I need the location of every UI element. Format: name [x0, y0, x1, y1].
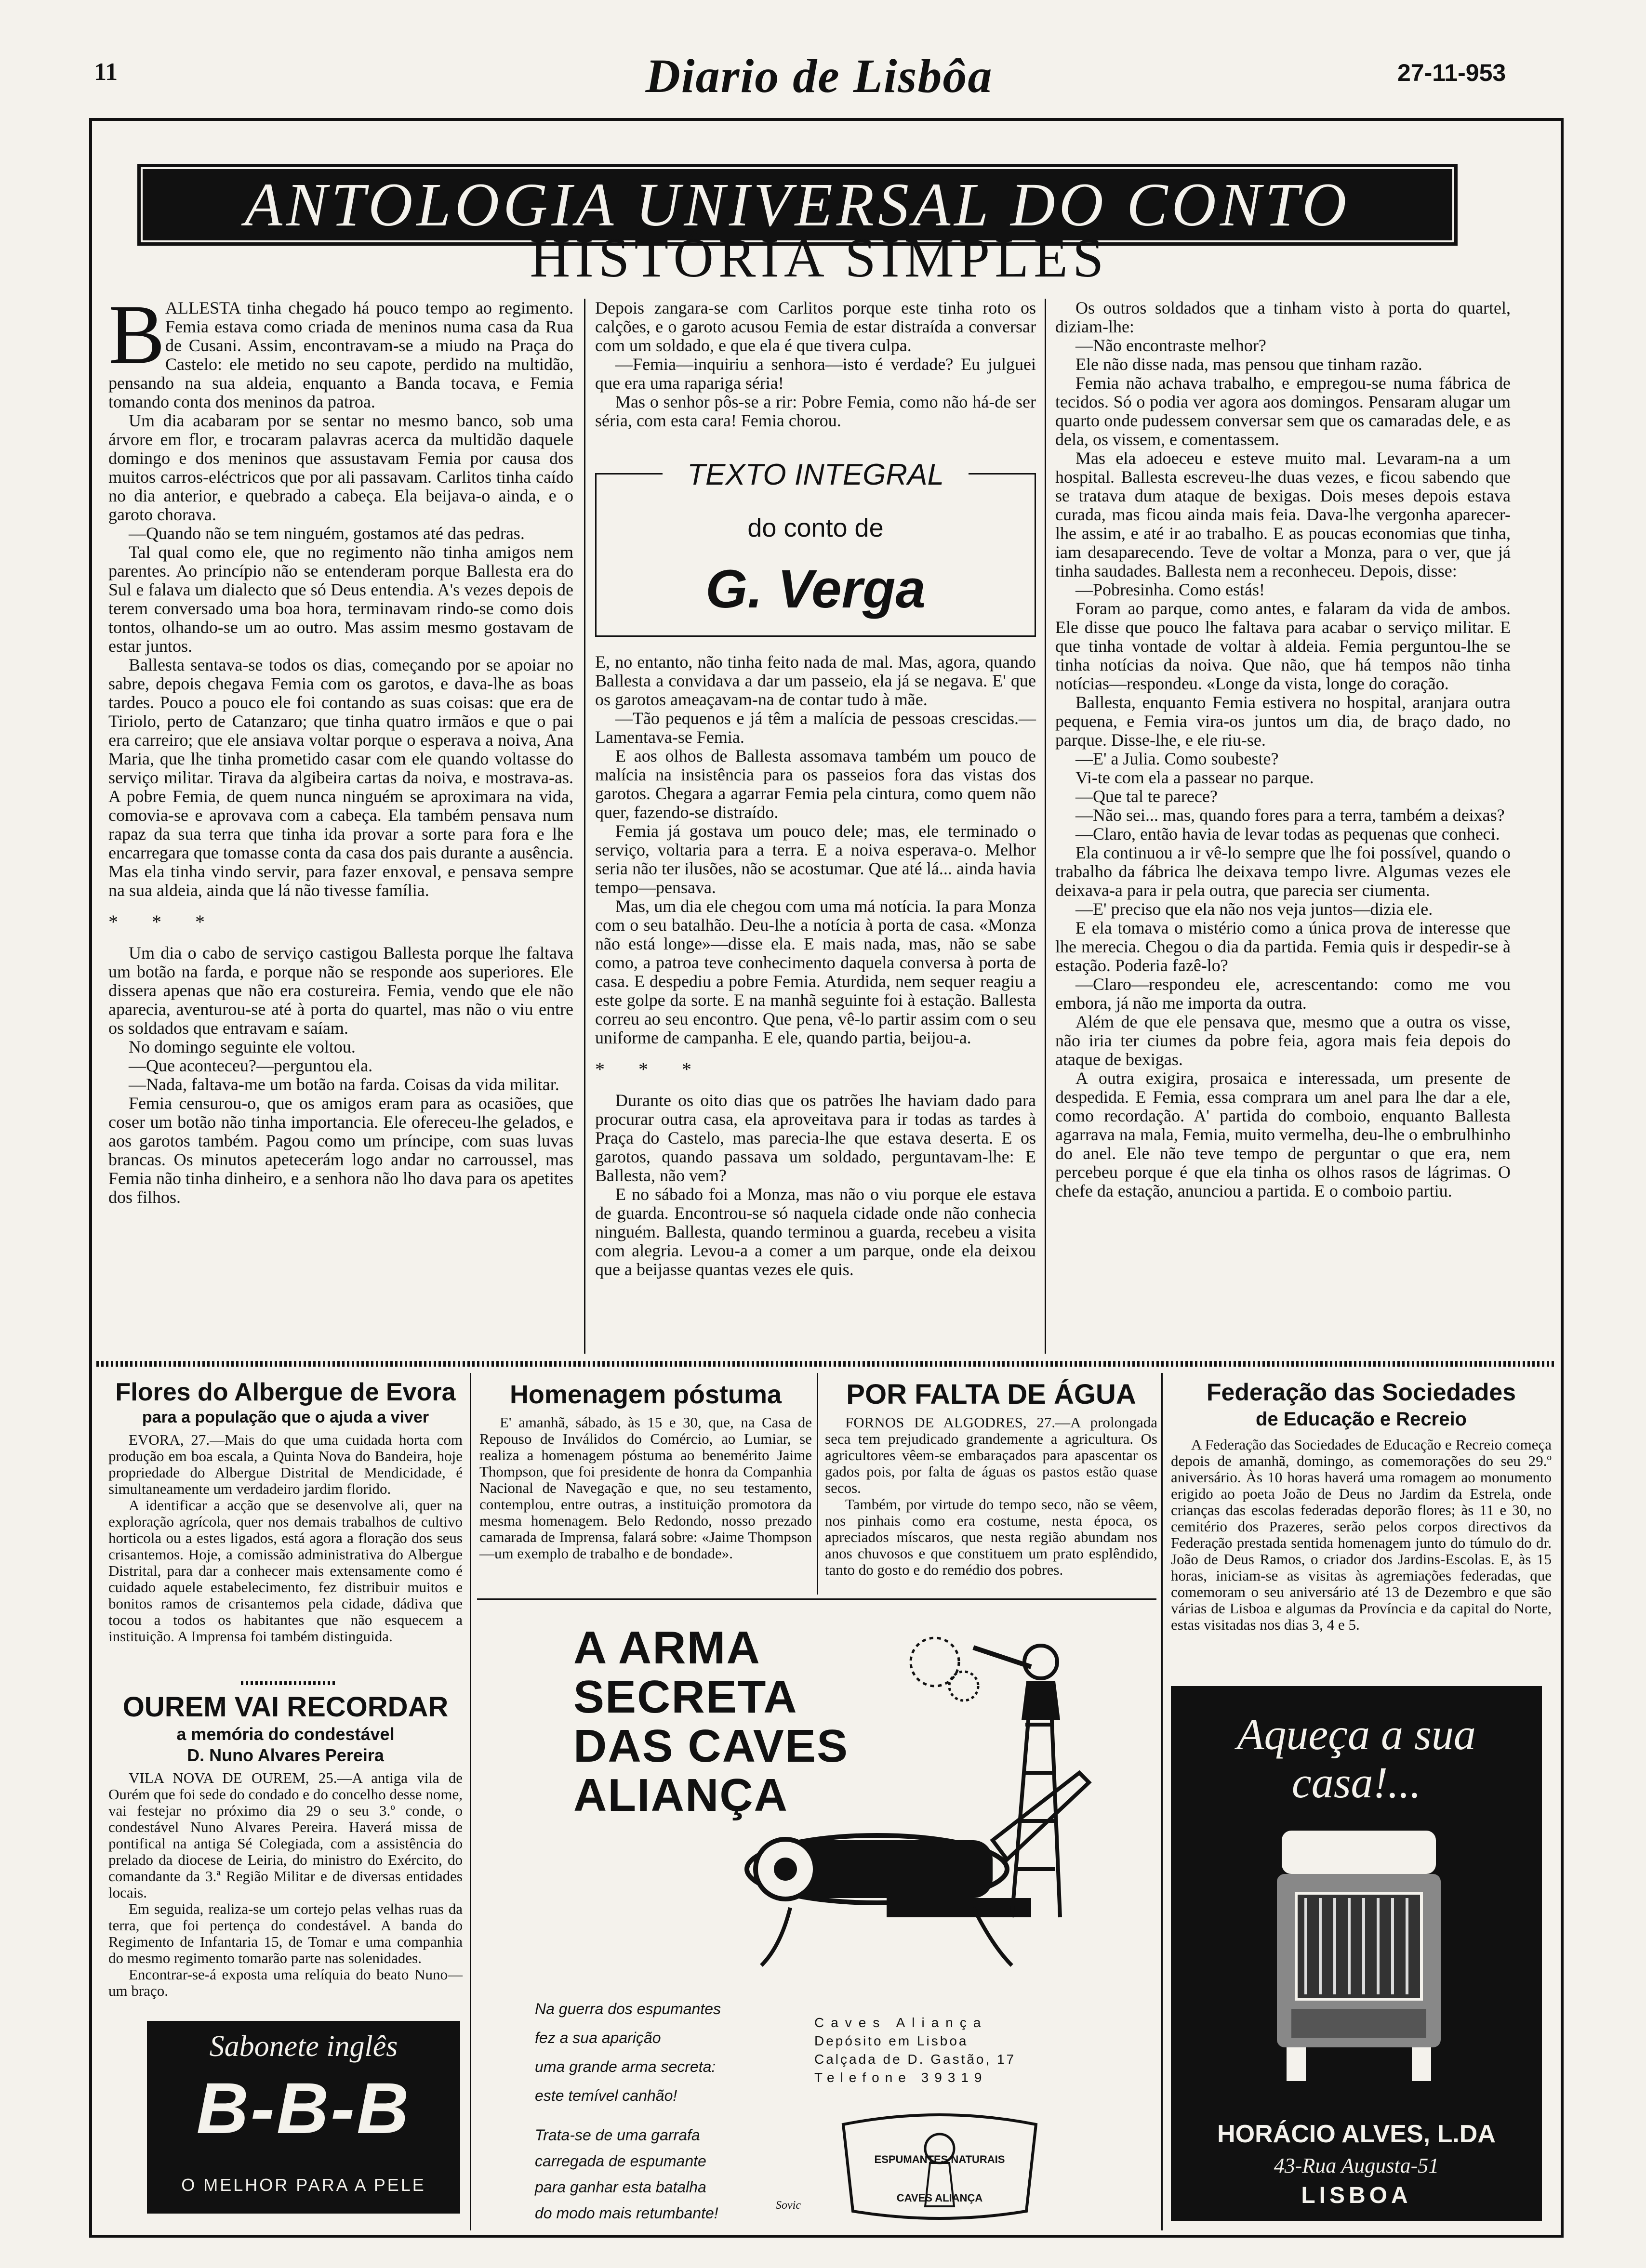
paragraph: —Claro, então havia de levar todas as pequenas que conheci. — [1075, 824, 1500, 844]
paragraph: —Não encontraste melhor? — [1075, 336, 1266, 355]
paragraph: Mas ela adoeceu e esteve muito mal. Levaram-na a um hospital. Ballesta escreveu-lhe duas vezes, e ficou sabendo que se tratava dum ataque de bexigas. Dois meses depois estava curada, mas ficou ainda mais feia. Dava-lhe vergonha aparecer-lhe assim, e até ir ao trabalho. E as poucas economias que tinha, iam desaparecendo. Teve de voltar a Monza, para o ver, que já tinha saudades. Ballesta nem a reconheceu. Depois, disse: — [1055, 448, 1511, 580]
heater-city: LISBOA — [1301, 2183, 1412, 2208]
paragraph: Foram ao parque, como antes, e falaram da vida de ambos. Ele disse que pouco lhe faltava para acabar o serviço militar. E que tinha vontade de voltar à aldeia. Femia perguntou-lhe se tinha notícias da noiva. Que não, que há tempos não tinha notícias—respondeu. «Longe da vista, longe do coração. — [1055, 599, 1511, 693]
paragraph: —Não sei... mas, quando fores para a terra, também a deixas? — [1075, 805, 1505, 825]
paragraph: —Que tal te parece? — [1075, 787, 1218, 806]
paragraph: Durante os oito dias que os patrões lhe haviam dado para procurar outra casa, ela aproveitava para ir todas as tardes à Praça do Castelo, mas parecia-lhe que estava deserta. E os garotos, quando passava um soldado, perguntavam-lhe: E Ballesta, não vem? — [595, 1091, 1036, 1185]
paragraph: FORNOS DE ALGODRES, 27.—A prolongada seca tem prejudicado grandemente a agricultura. Os agricultores vêem-se embaraçados para apascentar os gados pois, por falta de águas os pastos estão quase secos. — [825, 1414, 1157, 1496]
column-divider — [584, 299, 585, 1354]
story-title: HISTÓRIA SIMPLES — [530, 227, 1109, 289]
author-boxout — [595, 453, 1036, 646]
section-separator — [96, 1361, 1556, 1367]
ad-headline-line: SECRETA — [573, 1671, 798, 1723]
paragraph: Ela continuou a ir vê-lo sempre que lhe foi possível, quando o trabalho da fábrica lhe deixava tempo livre. Algumas vezes ele deixava-a para ir pela outra, que parecia ser ciumenta. — [1055, 843, 1511, 900]
address-line: Caves Aliança — [814, 2015, 988, 2030]
article-title: Homenagem póstuma — [509, 1380, 782, 1409]
paragraph: A identificar a acção que se desenvolve ali, quer na exploração agrícola, quer nos demais trabalhos de cultivo horticola ou a estes ligados, está agora a floração dos seus crisantemos. Hoje, a comissão administrativa do Albergue Distrital, para dar a conhecer mais extensamente como é cuidado aquele estabelecimento, fez distribuir muitos e bonitos ramos de crisantemos pela cidade, dádiva que tocou a todos os habitantes que não esquecem a instituição. A Imprensa foi também distinguida. — [108, 1497, 463, 1645]
caves-advertisement — [482, 1609, 1156, 2226]
soap-tagline: O MELHOR PARA A PELE — [181, 2175, 426, 2195]
soap-brand: B-B-B — [196, 2068, 411, 2149]
paragraph: —Femia—inquiriu a senhora—isto é verdade? Eu julguei que era uma rapariga séria! — [595, 355, 1036, 393]
story-column-3 — [1055, 299, 1511, 1200]
article-title: Federação das Sociedades — [1207, 1379, 1516, 1406]
cannon-illustration — [723, 1619, 1132, 1985]
ad-copy-line: este temível canhão! — [535, 2087, 677, 2104]
paragraph: Tal qual como ele, que no regimento não tinha amigos nem parentes. Ao princípio não se entenderam porque Ballesta era do Sul e falava um dialecto que só Deus entendia. A's vezes depois de terem conversado uma boa hora, terminavam rindo-se como dois tontos, olhando-se um ao outro. Mas assim mesmo gostavam de estar juntos. — [108, 542, 573, 656]
story-column-2-bottom — [595, 653, 1036, 1279]
heater-illustration — [1262, 1821, 1455, 2091]
article-title: Flores do Albergue de Evora — [115, 1378, 456, 1406]
paragraph: VILA NOVA DE OUREM, 25.—A antiga vila de Ourém que foi sede do condado e do concelho desse nome, vai festejar no próximo dia 29 o seu 3.º conde, o condestável Nuno Alvares Pereira. Haverá missa de pontifical na antiga Sé Colegiada, com a assistência do prelado da diocese de Leiria, do ministro do Exército, do comandante da 3.ª Região Militar e de diversas entidades locais. — [108, 1769, 463, 1901]
article-subtitle: D. Nuno Alvares Pereira — [187, 1745, 384, 1765]
page-date: 27-11-953 — [1397, 59, 1506, 86]
ad-headline-line: A ARMA — [573, 1622, 761, 1674]
ad-copy — [535, 1994, 721, 2110]
article-title: OUREM VAI RECORDAR — [122, 1691, 449, 1723]
address-line: Calçada de D. Gastão, 17 — [814, 2052, 1016, 2067]
ad-copy-line: uma grande arma secreta: — [535, 2058, 716, 2075]
paragraph: EVORA, 27.—Mais do que uma cuidada horta com produção em boa escala, a Quinta Nova do Bandeira, hoje propriedade do Albergue Distrital de Mendicidade, é simultaneamente um verdadeiro jardim florido. — [108, 1431, 463, 1497]
drop-cap: B — [108, 288, 165, 382]
story-column-2-top — [595, 299, 1036, 430]
page-number: 11 — [94, 58, 118, 86]
artist-signature: Sovic — [776, 2199, 801, 2212]
paragraph: E' amanhã, sábado, às 15 e 30, que, na Casa de Repouso de Inválidos do Comércio, ao Lumiar, se realiza a homenagem póstuma ao benemérito Jaime Thompson, que foi presidente de honra da Companhia Nacional de Navegação e que, no seu testamento, contemplou, entre outras, a instituição promotora da mesma homenagem. Belo Redondo, nosso prezado camarada de Imprensa, falará sobre: «Jaime Thompson—um exemplo de trabalho e de bondade». — [479, 1414, 812, 1562]
section-break: * * * — [108, 911, 219, 933]
paragraph: —Claro—respondeu ele, acrescentando: como me vou embora, já não me importa da outra. — [1055, 975, 1511, 1013]
paragraph: A outra exigira, prosaica e interessada, um presente de despedida. E Femia, essa comprara um anel para lhe dar a ele, como recordação. A' partida do comboio, enquanto Ballesta agarrava na mala, Femia, muito vermelha, deu-lhe o embrulhinho do anel. Ele não teve tempo de perguntar o que era, nem percebeu porque é que ela tinha os olhos rasos de lágrimas. O chefe da estação, anunciou a partida. E o comboio partiu. — [1055, 1068, 1511, 1200]
section-rule — [477, 1598, 1156, 1600]
homenagem-article — [479, 1378, 812, 1562]
paragraph: —E' preciso que ela não nos veja juntos—dizia ele. — [1075, 899, 1433, 919]
paragraph: Femia não achava trabalho, e empregou-se numa fábrica de tecidos. Só o podia ver agora aos domingos. Pensaram alugar um quarto onde pudessem conversar sem que os camaradas dele, e as dela, os vissem, e comentassem. — [1055, 373, 1511, 449]
article-title: de Educação e Recreio — [1256, 1409, 1467, 1430]
paragraph: Depois zangara-se com Carlitos porque este tinha roto os calções, e o garoto acusou Femia de estar distraída a conversar com um soldado, e que ela é que tivera culpa. — [595, 298, 1036, 355]
paragraph: E ela tomava o mistério como a única prova de interesse que lhe merecia. Chegou o dia da partida. Femia quis ir despedir-se à estação. Poderia fazê-lo? — [1055, 918, 1511, 975]
paragraph: ALLESTA tinha chegado há pouco tempo ao regimento. Femia estava como criada de meninos numa casa da Rua de Cusani. Assim, encontravam-se a miudo na Praça do Castelo: ele metido no seu capote, perdido na multidão, pensando na sua aldeia, enquanto a Banda tocava, e Femia tomando conta dos meninos da patroa. — [108, 298, 573, 411]
address-line: Telefone 39319 — [814, 2070, 988, 2085]
paragraph: Mas o senhor pôs-se a rir: Pobre Femia, como não há-de ser séria, com esta cara! Femia chorou. — [595, 392, 1036, 430]
heater-advertisement — [1171, 1686, 1542, 2221]
paragraph: Femia censurou-o, que os amigos eram para as ocasiões, que coser um botão não tinha importancia. Ele ofereceu-lhe gelados, e aos garotos também. Pagou como um príncipe, com suas luvas brancas. Os minutos apetecerám logo andar no carroussel, mas Femia não tinha dinheiro, e a senhora não lho dava para os apetites dos filhos. — [108, 1094, 573, 1207]
paragraph: E aos olhos de Ballesta assomava também um pouco de malícia na insistência para os passeios fora das vistas dos garotos. Chegara a agarrar Femia pela cintura, como quem não quer, fazendo-se distraído. — [595, 746, 1036, 822]
ad-copy-line: do modo mais retumbante! — [535, 2204, 718, 2222]
heater-address: 43-Rua Augusta-51 — [1274, 2154, 1439, 2177]
paragraph: Um dia o cabo de serviço castigou Ballesta porque lhe faltava um botão na farda, e porque não se responde aos superiores. Ele dissera apenas que não era costureira. Femia, vendo que ele não aparecia, aventurou-se até à porta do quartel, mas não o viu entre os soldados que entravam e saíam. — [108, 943, 573, 1038]
federacao-article — [1171, 1378, 1552, 1633]
label-text-bottom: CAVES ALIANÇA — [896, 2192, 983, 2204]
paragraph: —Que aconteceu?—perguntou ela. — [129, 1056, 373, 1075]
heater-headline: Aqueça a sua casa!... — [1237, 1710, 1476, 1807]
paragraph: Em seguida, realiza-se um cortejo pelas velhas ruas da terra, que foi pertença do condestável. A banda do Regimento de Infantaria 15, de Tomar e uma companhia do mesmo regimento tomarão parte nas solenidades. — [108, 1900, 463, 1966]
newspaper-name: Diario de Lisbôa — [645, 49, 993, 103]
paragraph: Além de que ele pensava que, mesmo que a outra os visse, não iria ter ciumes da pobre feia, agora mais feia depois do ataque de bexigas. — [1055, 1012, 1511, 1069]
column-divider — [817, 1373, 818, 1595]
paragraph: —Nada, faltava-me um botão na farda. Coisas da vida militar. — [129, 1075, 559, 1094]
paragraph: No domingo seguinte ele voltou. — [129, 1037, 356, 1056]
ad-copy-line: carregada de espumante — [535, 2152, 706, 2170]
ad-copy-line: Trata-se de uma garrafa — [535, 2126, 700, 2144]
paragraph: —E' a Julia. Como soubeste? — [1075, 749, 1279, 768]
paragraph: E no sábado foi a Monza, mas não o viu porque ele estava de guarda. Encontrou-se só naquela cidade onde não conhecia ninguém. Ballesta, quando terminou a guarda, recebeu a visita com alegria. Levou-a a comer a um parque, onde ela deixou que a beijasse quantas vezes ele quis. — [595, 1185, 1036, 1279]
agua-article — [825, 1378, 1157, 1578]
paragraph: Ballesta sentava-se todos os dias, começando por se apoiar no sabre, depois chegava Femia com os garotos, e dava-lhe as boas tardes. Pouco a pouco ele foi contando as suas coisas: que era de Tiriolo, perto de Catanzaro; que tinha quatro irmãos e que o pai era carreiro; que ele ansiava voltar porque o esperava a noiva, Ana Maria, que lhe tinha prometido casar com ele quando voltasse do serviço militar. Tirava da algibeira cartas da noiva, e mostrava-as. A pobre Femia, de quem nunca ninguém se aproximara na vida, comovia-se e aprovava com a cabeça. Ela também pensava num rapaz da sua terra que tinha ida provar a sorte para fora e lhe encarregara que tomasse conta da casa dos pais durante a ausência. Mas ela tinha vindo servir, para fazer enxoval, e pensava sempre na sua aldeia, ainda que lá não tivesse família. — [108, 655, 573, 900]
paragraph: A Federação das Sociedades de Educação e Recreio começa depois de amanhã, domingo, as comemorações do seu 29.º aniversário. Às 10 horas haverá uma romagem ao monumento erigido ao poeta João de Deus no Jardim da Estrela, onde crianças das escolas federadas deporão flores; às 11 e 30, no cemitério dos Prazeres, serão pelos corpos directivos da Federação prestada sentida homenagem junto do túmulo do dr. João de Deus Ramos, o criador dos Jardins-Escolas. E, às 15 horas, iniciam-se as visitas às agremiações federadas, que comemoram o seu aniversário até 13 de Dezembro e que são várias de Lisboa e algumas da Província e da capital do Norte, estas visitadas nos dias 3, 4 e 5. — [1171, 1436, 1552, 1633]
paragraph: Também, por virtude do tempo seco, não se vêem, nos pinhais como era costume, nesta época, os apreciados míscaros, que nesta região abundam nos anos chuvosos e que constituem um prato esplêndido, tanto do gosto e do remédio dos pobres. — [825, 1496, 1157, 1578]
paragraph: Ballesta, enquanto Femia estivera no hospital, aranjara outra pequena, e Femia vira-os juntos um dia, de braço dado, no parque. Disse-lhe, e ele riu-se. — [1055, 693, 1511, 750]
ad-copy-line: fez a sua aparição — [535, 2029, 661, 2046]
paragraph: —Pobresinha. Como estás! — [1075, 580, 1265, 599]
paragraph: Ele não disse nada, mas pensou que tinham razão. — [1075, 355, 1422, 374]
article-subtitle: para a população que o ajuda a viver — [142, 1408, 429, 1426]
article-title: POR FALTA DE ÁGUA — [846, 1379, 1136, 1410]
paragraph: Os outros soldados que a tinham visto à porta do quartel, diziam-lhe: — [1055, 298, 1511, 336]
soap-advertisement — [147, 2021, 460, 2214]
paragraph: Um dia acabaram por se sentar no mesmo banco, sob uma árvore em flor, e trocaram palavras acerca da multidão daquele domingo e dos meninos que assustavam Femia por causa dos muitos carros-eléctricos que por ali passavam. Carlitos tinha caído no dia anterior, e quebrado a cabeça. Ela beijava-o ainda, e o garoto chorava. — [108, 411, 573, 524]
heater-company: HORÁCIO ALVES, L.DA — [1217, 2120, 1496, 2148]
boxout-subtitle: do conto de — [747, 514, 884, 542]
ourem-article — [108, 1691, 463, 1999]
story-column-1 — [108, 288, 573, 1207]
boxout-title: TEXTO INTEGRAL — [687, 458, 944, 491]
article-subtitle: a memória do condestável — [176, 1724, 395, 1744]
boxout-author: G. Verga — [705, 559, 926, 619]
ad-address — [814, 2014, 1016, 2087]
column-divider — [1045, 299, 1046, 1354]
paragraph: E, no entanto, não tinha feito nada de mal. Mas, agora, quando Ballesta a convidava a dar um passeio, ela já se negava. E' que os garotos ameaçavam-na de contar tudo à mãe. — [595, 652, 1036, 709]
section-separator — [241, 1681, 337, 1685]
banner-text: ANTOLOGIA UNIVERSAL DO CONTO — [244, 170, 1351, 239]
paragraph: Encontrar-se-á exposta uma relíquia do beato Nuno—um braço. — [108, 1966, 463, 1999]
flores-article — [108, 1378, 463, 1645]
ad-copy-line: Na guerra dos espumantes — [535, 2000, 721, 2017]
ad-headline-line: DAS CAVES — [573, 1720, 849, 1772]
paragraph: Vi-te com ela a passear no parque. — [1075, 768, 1314, 787]
paragraph: Femia já gostava um pouco dele; mas, ele terminado o serviço, voltaria para a terra. E a noiva esperava-o. Melhor seria não ter ilusões, não se acostumar. Que até lá... ainda havia tempo—pensava. — [595, 821, 1036, 897]
soap-line: Sabonete inglês — [209, 2030, 398, 2063]
paragraph: Mas, um dia ele chegou com uma má notícia. Ia para Monza com o seu batalhão. Deu-lhe a notícia à porta de casa. «Monza não está longe»—disse ela. E mais nada, mas, não se sabe como, a patroa teve conhecimento daquela conversa à porta de casa. E despediu a pobre Femia. Aturdida, nem sequer reagiu a este golpe da sorte. E na manhã seguinte foi à estação. Ballesta correu ao seu encontro. Que pena, vê-lo partir assim com o seu uniforme de campanha. E ele, quando partia, beijou-a. — [595, 897, 1036, 1047]
section-break: * * * — [595, 1058, 706, 1080]
ad-copy — [535, 2122, 718, 2226]
address-line: Depósito em Lisboa — [814, 2033, 969, 2048]
paragraph: —Tão pequenos e já têm a malícia de pessoas crescidas.—Lamentava-se Femia. — [595, 709, 1036, 747]
paragraph: —Quando não se tem ninguém, gostamos até das pedras. — [129, 524, 525, 543]
label-text-top: ESPUMANTES NATURAIS — [874, 2153, 1005, 2165]
ad-headline-line: ALIANÇA — [573, 1769, 788, 1821]
column-divider — [470, 1373, 471, 2230]
ad-copy-line: para ganhar esta batalha — [535, 2178, 706, 2196]
column-divider — [1161, 1373, 1163, 2230]
